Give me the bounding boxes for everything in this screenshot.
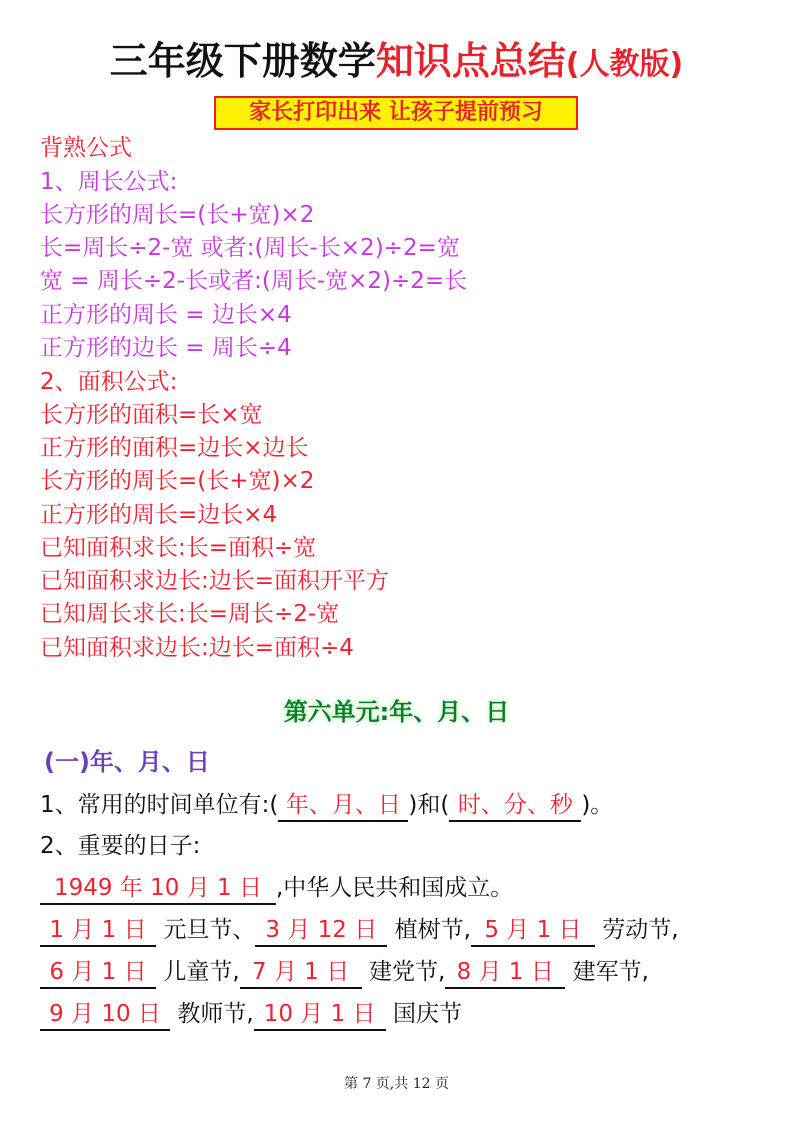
perimeter-line: 正方形的边长 = 周长÷4 — [40, 335, 292, 361]
area-heading: 2、面积公式: — [40, 369, 178, 395]
title-main: 三年级下册数学 — [109, 39, 376, 83]
q1-middle: )和( — [408, 792, 450, 818]
day-text: 国庆节 — [392, 1001, 462, 1027]
day-line — [40, 913, 679, 947]
date-blank: 3 月 12 日 — [255, 915, 387, 947]
question-1 — [40, 788, 613, 822]
q1-suffix: )。 — [581, 792, 614, 818]
perimeter-heading: 1、周长公式: — [40, 169, 178, 195]
date-blank: 9 月 10 日 — [40, 999, 170, 1031]
section-heading: (一)年、月、日 — [44, 748, 210, 776]
day-text: ,中华人民共和国成立。 — [276, 875, 514, 901]
q1-prefix: 1、常用的时间单位有:( — [40, 792, 279, 818]
date-blank: 10 月 1 日 — [254, 999, 386, 1031]
area-line: 正方形的周长=边长×4 — [40, 502, 278, 528]
title-edition: (人教版) — [565, 47, 684, 82]
page-title — [0, 36, 793, 90]
unit-title: 第六单元:年、月、日 — [283, 698, 510, 726]
day-text: 教师节, — [177, 1001, 254, 1027]
perimeter-line: 长=周长÷2-宽 或者:(周长-长×2)÷2=宽 — [40, 235, 460, 261]
page-number: 第 7 页,共 12 页 — [344, 1076, 449, 1092]
day-text: 劳动节, — [602, 917, 679, 943]
date-blank: 8 月 1 日 — [445, 957, 565, 989]
area-line: 已知周长求长:长=周长÷2-宽 — [40, 601, 340, 627]
day-line — [40, 955, 649, 989]
perimeter-line: 宽 = 周长÷2-长或者:(周长-宽×2)÷2=长 — [40, 268, 468, 294]
date-blank: 1949 年 10 月 1 日 — [40, 873, 276, 905]
date-blank: 1 月 1 日 — [40, 915, 156, 947]
date-blank: 6 月 1 日 — [40, 957, 156, 989]
day-line-1949 — [40, 871, 513, 905]
formula-heading: 背熟公式 — [40, 135, 132, 161]
day-text: 元旦节、 — [163, 917, 256, 943]
area-line: 长方形的周长=(长+宽)×2 — [40, 468, 315, 494]
area-line: 长方形的面积=长×宽 — [40, 402, 263, 428]
day-text: 儿童节, — [163, 959, 240, 985]
area-line: 已知面积求边长:边长=面积÷4 — [40, 635, 354, 661]
area-line: 正方形的面积=边长×边长 — [40, 435, 309, 461]
q1-answer-time: 时、分、秒 — [449, 790, 581, 822]
question-2: 2、重要的日子: — [40, 833, 201, 859]
perimeter-line: 长方形的周长=(长+宽)×2 — [40, 202, 315, 228]
day-text: 建党节, — [368, 959, 446, 985]
day-line — [40, 997, 462, 1031]
date-blank: 5 月 1 日 — [471, 915, 595, 947]
date-blank: 7 月 1 日 — [240, 957, 362, 989]
print-banner: 家长打印出来 让孩子提前预习 — [214, 96, 578, 130]
title-highlight: 知识点总结 — [375, 39, 566, 83]
perimeter-line: 正方形的周长 = 边长×4 — [40, 302, 292, 328]
area-line: 已知面积求边长:边长=面积开平方 — [40, 568, 390, 594]
q1-answer-units: 年、月、日 — [278, 790, 408, 822]
area-line: 已知面积求长:长=面积÷宽 — [40, 535, 317, 561]
day-text: 建军节, — [572, 959, 649, 985]
day-text: 植树节, — [394, 917, 471, 943]
